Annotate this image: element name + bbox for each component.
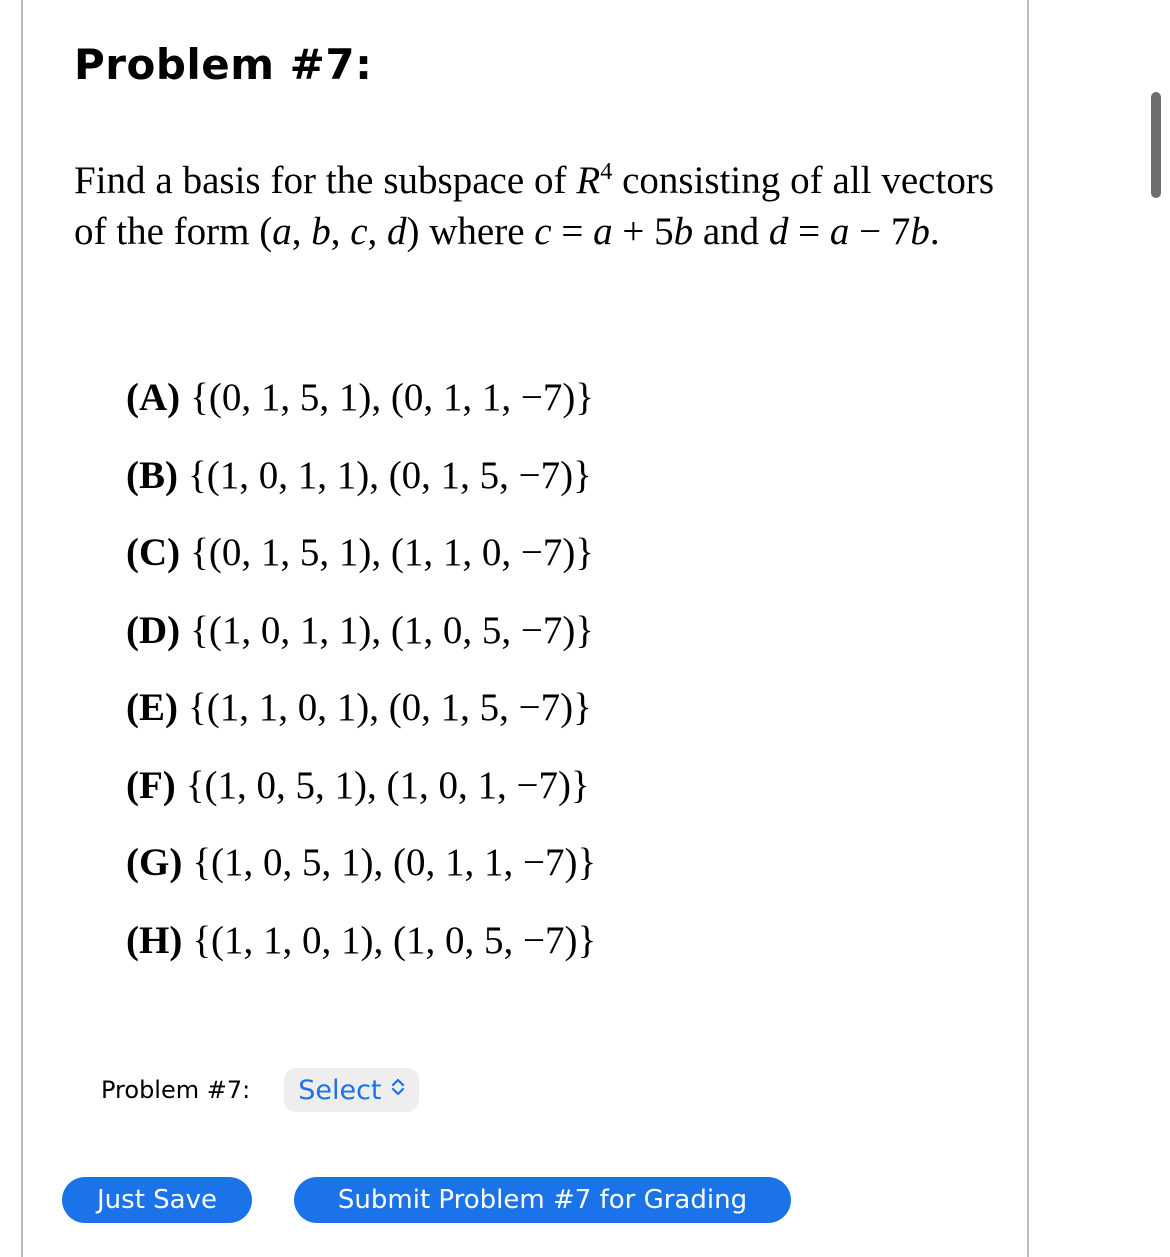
option-set: {(1, 1, 0, 1), (1, 0, 5, −7)} [192, 918, 597, 962]
option-b [126, 448, 596, 526]
option-set: {(1, 0, 1, 1), (1, 0, 5, −7)} [190, 608, 595, 652]
option-letter: (E) [126, 686, 178, 729]
option-letter: (C) [126, 531, 181, 574]
option-letter: (A) [126, 376, 181, 419]
answer-label: Problem #7: [101, 1076, 251, 1104]
option-letter: (B) [126, 453, 178, 497]
cond1-op: + 5 [612, 210, 674, 253]
option-set: {(1, 0, 1, 1), (0, 1, 5, −7)} [188, 453, 592, 497]
cond1-lhs: c [534, 210, 552, 253]
statement-text: Find a basis for the subspace of [74, 159, 577, 202]
chevron-up-down-icon [391, 1077, 405, 1101]
option-set: {(1, 0, 5, 1), (0, 1, 1, −7)} [192, 841, 597, 884]
option-set: {(1, 1, 0, 1), (0, 1, 5, −7)} [188, 686, 592, 729]
answer-options-list [126, 370, 596, 990]
cond2-op: − 7 [849, 210, 911, 253]
cond1-a: a [593, 210, 613, 253]
var-d: d [387, 210, 407, 253]
option-letter: (F) [126, 763, 176, 807]
option-h [126, 913, 596, 991]
option-set: {(0, 1, 5, 1), (0, 1, 1, −7)} [190, 376, 595, 419]
option-letter: (G) [126, 841, 183, 884]
var-a: a [272, 210, 292, 253]
option-set: {(1, 0, 5, 1), (1, 0, 1, −7)} [185, 763, 590, 807]
submit-grading-button[interactable]: Submit Problem #7 for Grading [294, 1177, 791, 1223]
space-exponent: 4 [600, 159, 613, 185]
statement-text: and [693, 210, 769, 253]
var-c: c [350, 210, 368, 253]
option-c [126, 525, 596, 603]
cond2-a: a [829, 210, 850, 253]
space-symbol: R [576, 159, 601, 202]
option-f [126, 758, 596, 836]
statement-text: consisting of all vectors of the form ( [74, 159, 994, 253]
cond1-eq: = [551, 210, 594, 253]
var-b: b [311, 210, 331, 253]
answer-row [101, 1068, 419, 1112]
option-letter: (H) [126, 918, 183, 962]
select-value: Select [298, 1074, 382, 1106]
problem-statement: Find a basis for the subspace of $R^4$ consisting of all vectors of the form (a, b, c, d) where c = a + 5b and d = a − 7b. [74, 159, 994, 253]
scrollbar-thumb[interactable] [1151, 92, 1161, 198]
just-save-button[interactable]: Just Save [62, 1177, 252, 1223]
statement-end: . [929, 210, 940, 253]
option-a [126, 370, 596, 448]
answer-select[interactable] [284, 1068, 418, 1112]
option-set: {(0, 1, 5, 1), (1, 1, 0, −7)} [190, 531, 595, 574]
option-g [126, 835, 596, 913]
option-e [126, 680, 596, 758]
cond1-b: b [673, 210, 694, 253]
cond2-lhs: d [768, 210, 789, 253]
option-d [126, 603, 596, 681]
cond2-b: b [910, 210, 930, 253]
cond2-eq: = [788, 210, 830, 253]
problem-title: Problem #7: [74, 40, 373, 89]
statement-text: ) where [406, 210, 535, 253]
option-letter: (D) [126, 608, 181, 652]
